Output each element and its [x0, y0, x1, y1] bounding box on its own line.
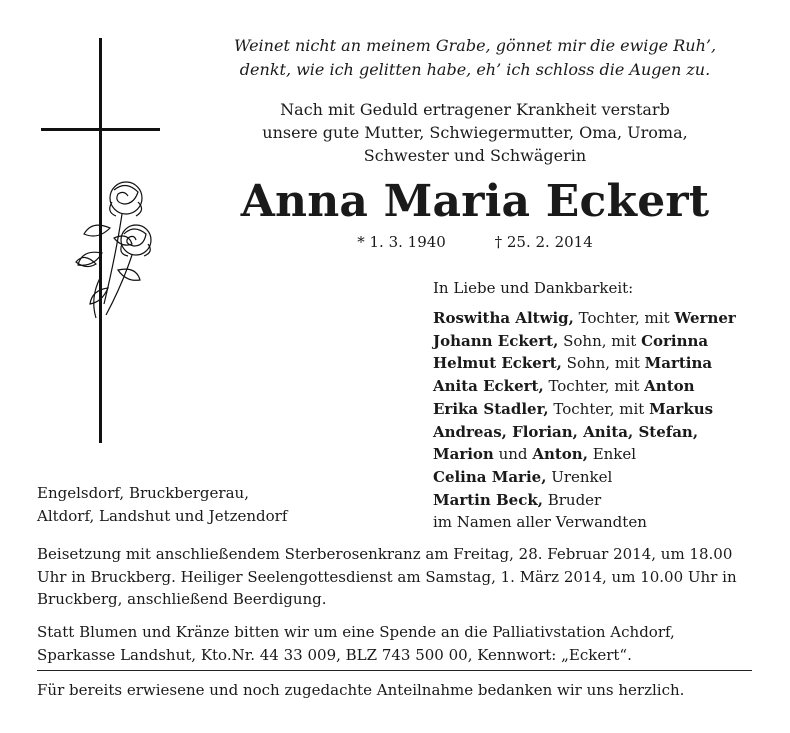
mourner-name: Corinna [641, 331, 709, 350]
intro-line-1: Nach mit Geduld ertragener Krankheit verstarb [280, 100, 670, 119]
cross-with-roses-icon [38, 38, 162, 443]
mourner-name: Helmut Eckert, [433, 354, 562, 373]
mourner-line [433, 466, 736, 489]
mourner-name: Werner [674, 309, 736, 327]
deceased-name: Anna Maria Eckert [240, 176, 710, 227]
mourner-relation: und [493, 445, 533, 464]
mourner-line [433, 375, 736, 398]
divider [37, 670, 752, 671]
mourner-name: Roswitha Altwig, [433, 309, 574, 327]
mourner-name: Erika Stadler, [433, 399, 549, 418]
mourner-line [433, 443, 736, 466]
mourner-name: Martin Beck, [433, 490, 543, 509]
mourner-name: Celina Marie, [433, 467, 547, 486]
mourner-name: Anita Eckert, [433, 377, 544, 396]
birth-date: * 1. 3. 1940 [357, 233, 446, 251]
mourner-relation: Enkel [587, 445, 637, 464]
mourner-name: Marion [433, 445, 494, 464]
mourner-relation: Bruder [542, 490, 602, 509]
mourner-name: Markus [649, 399, 714, 418]
places-line-1: Engelsdorf, Bruckbergerau, [37, 484, 249, 502]
mourner-relation: Tochter, mit [548, 399, 650, 418]
mourner-line [433, 352, 736, 375]
mourner-line [433, 421, 736, 444]
mourner-name: Andreas, Florian, Anita, Stefan, [433, 422, 699, 441]
poem-line-1: Weinet nicht an meinem Grabe, gönnet mir die ewige Ruh’, [233, 36, 717, 55]
mourner-relation: Sohn, mit [558, 331, 642, 350]
mourner-relation: Tochter, mit [573, 309, 675, 327]
places-line-2: Altdorf, Landshut und Jetzendorf [37, 506, 288, 525]
mourner-relation: Sohn, mit [561, 354, 645, 373]
thanks-heading: In Liebe und Dankbarkeit: [433, 279, 634, 297]
death-date: † 25. 2. 2014 [494, 233, 593, 251]
donation-info: Statt Blumen und Kränze bitten wir um eine Spende an die Palliativstation Achdorf, Sparkasse Landshut, Kto.Nr. 44 33 009, BLZ 743 500 00, Kennwort: „Eckert“. [37, 623, 675, 664]
life-dates [190, 231, 760, 253]
places [37, 482, 287, 527]
mourner-line [433, 511, 736, 534]
intro-text [190, 98, 760, 167]
funeral-info: Beisetzung mit anschließendem Sterberosenkranz am Freitag, 28. Februar 2014, um 18.00 Uhr in Bruckberg. Heiliger Seelengottesdienst am Samstag, 1. März 2014, um 10.00 Uhr in Bruckberg, anschließend Beerdigung. [37, 545, 737, 609]
intro-line-3: Schwester und Schwägerin [363, 146, 587, 165]
mourner-name: Anton, [532, 445, 588, 464]
mourners-list [433, 307, 736, 534]
closing-thanks: Für bereits erwiesene und noch zugedachte Anteilnahme bedanken wir uns herzlich. [37, 681, 685, 699]
poem-line-2: denkt, wie ich gelitten habe, eh’ ich schloss die Augen zu. [239, 60, 711, 79]
mourner-line [433, 398, 736, 421]
poem [190, 34, 760, 82]
mourner-relation: Urenkel [546, 467, 613, 486]
mourner-relation: im Namen aller Verwandten [433, 513, 647, 532]
rose-icon [76, 182, 151, 318]
mourner-relation: Tochter, mit [543, 377, 645, 396]
intro-line-2: unsere gute Mutter, Schwiegermutter, Oma, Uroma, [262, 123, 688, 142]
mourner-name: Martina [644, 354, 713, 373]
mourner-name: Johann Eckert, [433, 331, 559, 350]
mourner-line [433, 489, 736, 512]
cross-icon [38, 38, 162, 443]
mourner-line [433, 307, 736, 330]
mourner-line [433, 330, 736, 353]
mourner-name: Anton [644, 377, 695, 396]
